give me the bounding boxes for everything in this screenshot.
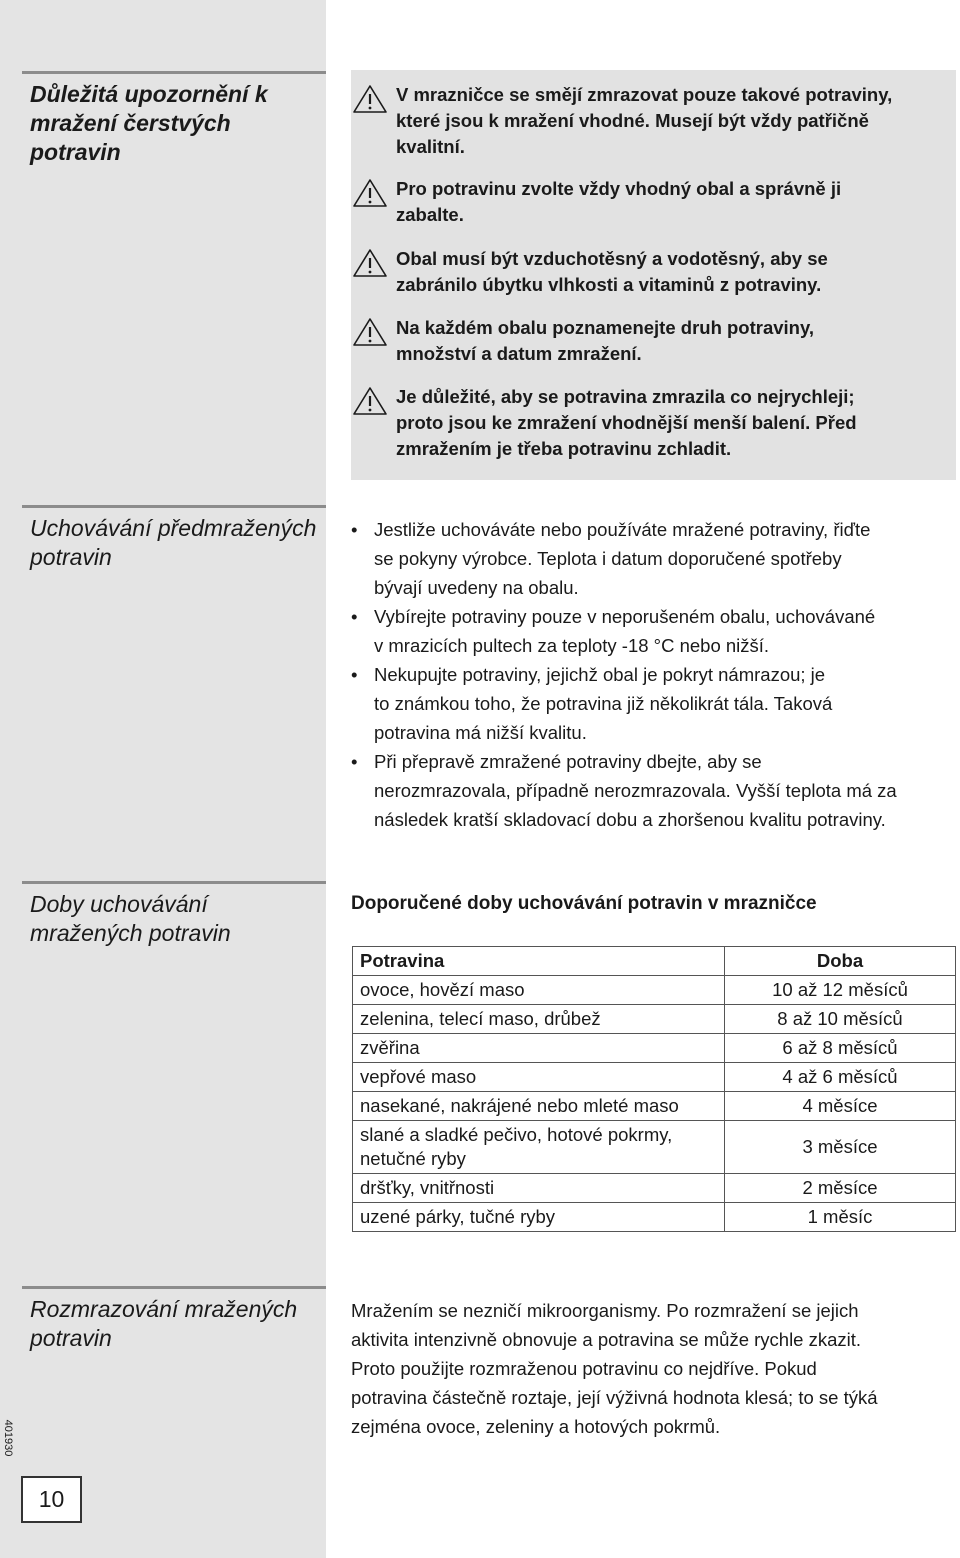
thawing-paragraph: Mražením se nezničí mikroorganismy. Po rozmražení se jejich aktivita intenzivně obnovuje a potravina se může rychle zkazit. Proto použijte rozmraženou potravinu co nejdříve. Pokud potravina částečně roztaje, její výživná hodnota klesá; to se týká zejména ovoce, zeleniny a hotových pokrmů. [351,1300,878,1437]
table-header-row [353,947,956,976]
duration-cell: 2 měsíce [725,1174,956,1203]
bullet-marker: • [351,664,358,685]
food-cell: zelenina, telecí maso, drůbež [353,1005,725,1034]
table-row [353,1092,956,1121]
section-title-freezing-warnings: Důležitá upozornění k mražení čerstvých potravin [30,81,268,165]
food-cell: slané a sladké pečivo, hotové pokrmy, netučné ryby [353,1121,725,1174]
bullet-marker: • [351,606,358,627]
food-cell: dršťky, vnitřnosti [353,1174,725,1203]
food-cell: zvěřina [353,1034,725,1063]
list-item: • Vybírejte potraviny pouze v neporušeném obalu, uchovávané v mrazicích pultech za teploty -18 °C nebo nižší. [351,602,956,660]
duration-cell: 4 až 6 měsíců [725,1063,956,1092]
list-item: • Při přepravě zmražené potraviny dbejte, aby se nerozmrazovala, případně nerozmrazovala. Vyšší teplota má za následek kratší skladovací dobu a zhoršenou kvalitu potraviny. [351,747,956,834]
food-cell: nasekané, nakrájené nebo mleté maso [353,1092,725,1121]
duration-cell: 10 až 12 měsíců [725,976,956,1005]
page-number: 10 [21,1476,82,1523]
table-row [353,976,956,1005]
food-cell: vepřové maso [353,1063,725,1092]
list-item: • Nekupujte potraviny, jejichž obal je pokryt námrazou; je to známkou toho, že potravina již několikrát tála. Taková potravina má nižší kvalitu. [351,660,956,747]
warning-triangle-icon [352,178,388,208]
warning-text: V mrazničce se smějí zmrazovat pouze takové potraviny, které jsou k mražení vhodné. Musejí být vždy patřičně kvalitní. [396,84,893,157]
section-title-thawing: Rozmrazování mražených potravin [30,1296,298,1351]
duration-cell: 4 měsíce [725,1092,956,1121]
column-header-duration: Doba [725,947,956,976]
table-row [353,1121,956,1174]
food-cell: ovoce, hovězí maso [353,976,725,1005]
table-row [353,1174,956,1203]
warning-text: Obal musí být vzduchotěsný a vodotěsný, aby se zabránilo úbytku vlhkosti a vitaminů z potraviny. [396,248,828,295]
duration-cell: 6 až 8 měsíců [725,1034,956,1063]
duration-cell: 1 měsíc [725,1203,956,1232]
food-cell: uzené párky, tučné ryby [353,1203,725,1232]
warning-triangle-icon [352,84,388,114]
table-row [353,1005,956,1034]
list-item: • Jestliže uchováváte nebo používáte mražené potraviny, řiďte se pokyny výrobce. Teplota i datum doporučené spotřeby bývají uvedeny na obalu. [351,515,956,602]
section-title-storage-times: Doby uchovávání mražených potravin [30,891,231,946]
section-divider [22,1286,326,1289]
section-divider [22,881,326,884]
duration-cell: 8 až 10 měsíců [725,1005,956,1034]
section-divider [22,71,326,74]
table-row [353,1063,956,1092]
storage-times-table [352,946,956,1232]
duration-cell: 3 měsíce [725,1121,956,1174]
warning-triangle-icon [352,386,388,416]
warning-text: Pro potravinu zvolte vždy vhodný obal a správně ji zabalte. [396,178,842,225]
table-row [353,1034,956,1063]
warning-triangle-icon [352,248,388,278]
warning-triangle-icon [352,317,388,347]
warnings-box [351,70,956,480]
warning-text: Na každém obalu poznamenejte druh potraviny, množství a datum zmražení. [396,317,815,364]
bullet-marker: • [351,751,358,772]
storage-tips-list [351,515,956,834]
section-title-storing-frozen: Uchovávání předmražených potravin [30,515,317,570]
document-code: 401930 [2,1419,14,1457]
column-header-food: Potravina [353,947,725,976]
table-row [353,1203,956,1232]
table-title: Doporučené doby uchovávání potravin v mrazničce [351,893,817,914]
section-divider [22,505,326,508]
warning-text: Je důležité, aby se potravina zmrazila co nejrychleji; proto jsou ke zmražení vhodnější menší balení. Před zmražením je třeba potravinu zchladit. [396,386,857,459]
bullet-marker: • [351,519,358,540]
